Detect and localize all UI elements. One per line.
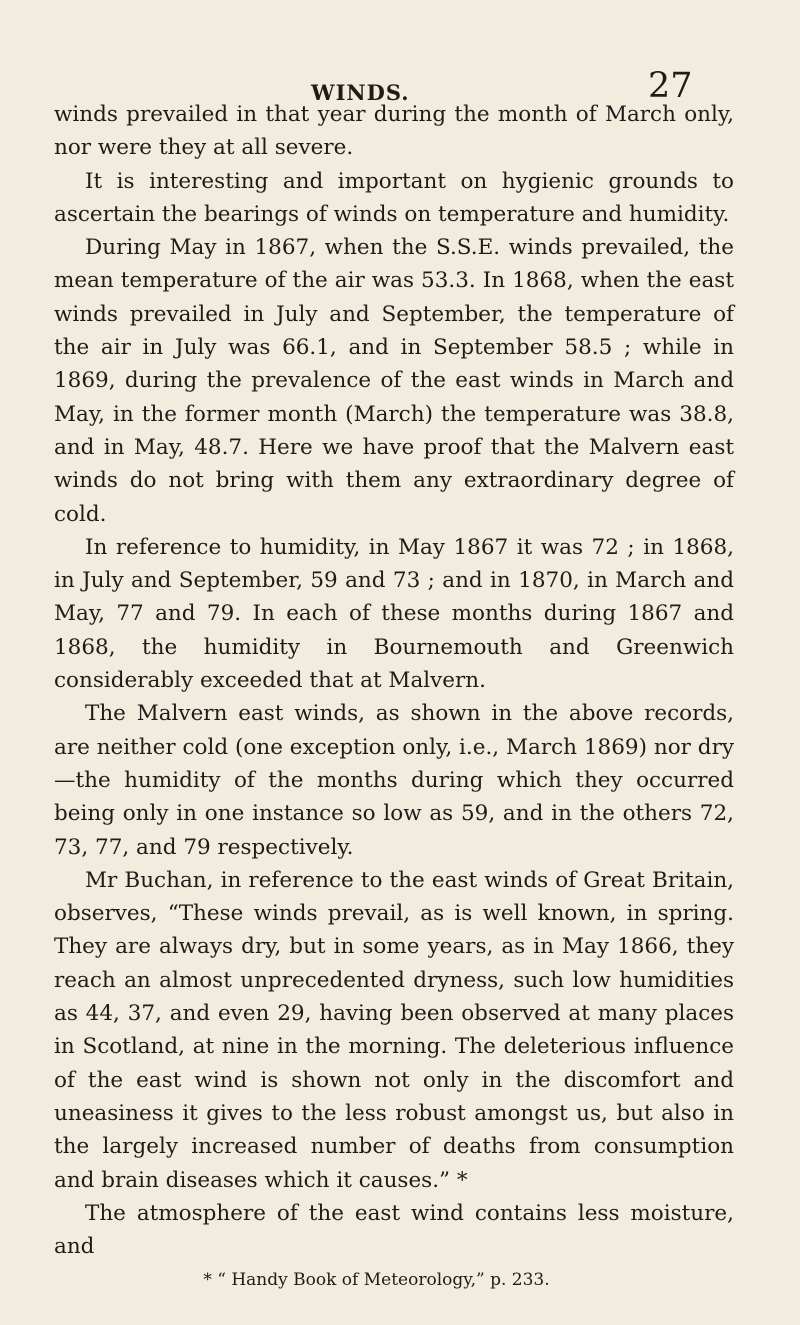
- paragraph: The atmosphere of the east wind contains less moisture, and: [54, 1200, 734, 1260]
- paragraph: It is interesting and important on hygienic grounds to ascertain the bearings of winds on temperature and humidity.: [54, 168, 734, 227]
- paragraph: In reference to humidity, in May 1867 it was 72 ; in 1868, in July and September, 59 and 73 ; and in 1870, in March and May, 77 and 79. In each of these months during 1867 and 1868, the humidity in Bournemouth and Greenwich considerably exceeded that at Malvern.: [54, 534, 734, 694]
- paragraph: Mr Buchan, in reference to the east winds of Great Britain, observes, “These winds prevail, as is well known, in spring. They are always dry, but in some years, as in May 1866, they reach an almost unprecedented dryness, such low humidities as 44, 37, and even 29, having been observed at many places in Scotland, at nine in the morning. The deleterious influence of the east wind is shown not only in the discomfort and uneasiness it gives to the less robust amongst us, but also in the largely increased number of deaths from consumption and brain diseases which it causes.” *: [54, 867, 734, 1193]
- page-number: 27: [648, 66, 693, 106]
- footnote-text: * “ Handy Book of Meteorology,” p. 233.: [203, 1270, 550, 1290]
- footnote: [54, 1269, 734, 1291]
- body-text: [54, 98, 734, 1263]
- paragraph: The Malvern east winds, as shown in the above records, are neither cold (one exception only, i.e., March 1869) nor dry—the humidity of the months during which they occurred being only in one instance so low as 59, and in the others 72, 73, 77, and 79 respectively.: [54, 701, 734, 860]
- running-head-title: WINDS.: [311, 80, 410, 105]
- paragraph: During May in 1867, when the S.S.E. winds prevailed, the mean temperature of the air was 53.3. In 1868, when the east winds prevailed in July and September, the temperature of the air in July was 66.1, and in September 58.5 ; while in 1869, during the prevalence of the east winds in March and May, in the former month (March) the temperature was 38.8, and in May, 48.7. Here we have proof that the Malvern east winds do not bring with them any extraordinary degree of cold.: [54, 235, 734, 527]
- paragraph: winds prevailed in that year during the month of March only, nor were they at all severe.: [54, 102, 734, 161]
